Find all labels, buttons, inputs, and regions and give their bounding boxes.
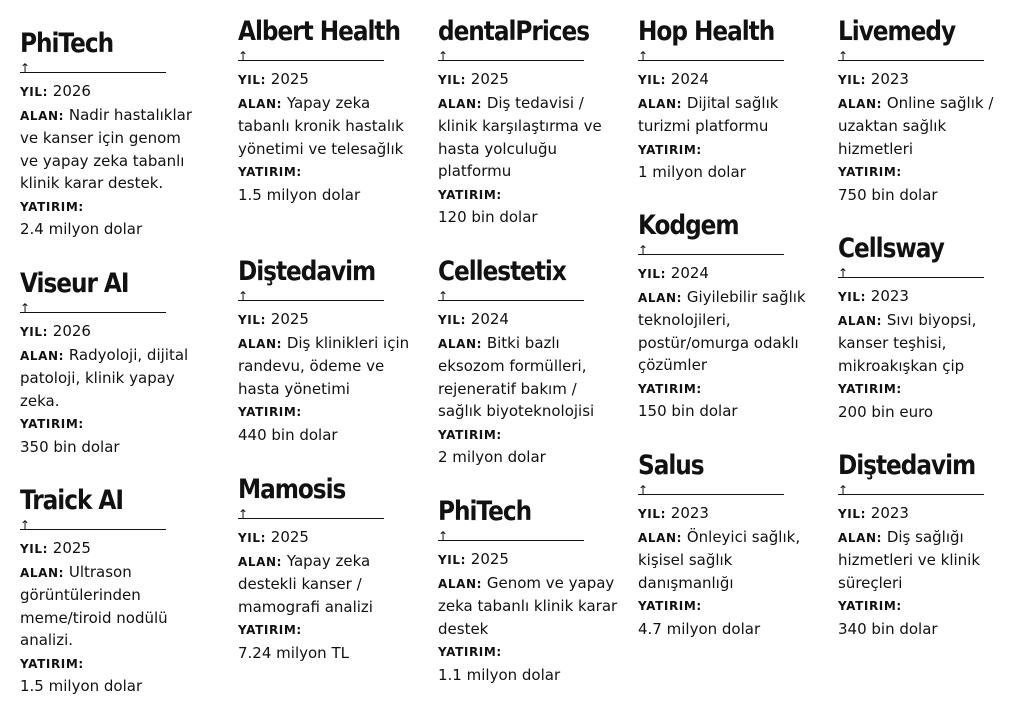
arrow-up-icon: ↑ (838, 49, 849, 63)
field-value: Yapay zeka destekli kanser / mamografi analizi (238, 551, 373, 616)
company-card-livemedy (838, 16, 1018, 206)
investment-value: 1.1 milyon dolar (438, 665, 561, 684)
field-label: ALAN: (638, 96, 683, 111)
company-name: Cellestetix (438, 256, 566, 287)
year-label: YIL: (20, 325, 48, 339)
investment-value: 2.4 milyon dolar (20, 220, 143, 238)
company-card-distedavim-2023 (838, 450, 1018, 640)
field-value: Diş klinikleri için randevu, ödeme ve hasta yönetimi (238, 333, 410, 398)
year-value: 2025 (270, 528, 309, 546)
company-card-phitech-2026 (20, 28, 200, 241)
field-value: Dijital sağlık turizmi platformu (638, 93, 779, 135)
investment-value: 200 bin euro (838, 402, 934, 421)
company-card-kodgem (638, 210, 818, 423)
company-card-traick-ai (20, 485, 200, 698)
year-label: YIL: (438, 553, 466, 567)
year-value: 2023 (870, 70, 909, 88)
divider (838, 267, 984, 279)
company-name: PhiTech (438, 496, 532, 527)
field-label: ALAN: (638, 530, 683, 545)
arrow-up-icon: ↑ (638, 483, 649, 497)
investment-label: YATIRIM: (238, 405, 302, 419)
divider (438, 530, 584, 542)
divider (238, 290, 384, 302)
year-value: 2023 (870, 287, 909, 305)
company-name: Viseur AI (20, 268, 129, 299)
investment-label: YATIRIM: (20, 656, 84, 671)
investment-label: YATIRIM: (838, 599, 902, 613)
investment-value: 750 bin dolar (838, 185, 938, 204)
company-name: Hop Health (638, 16, 775, 47)
field-value: Nadir hastalıklar ve kanser için genom ve yapay zeka tabanlı klinik karar destek. (20, 105, 193, 192)
arrow-up-icon: ↑ (638, 243, 649, 257)
company-card-distedavim-2025 (238, 256, 418, 446)
arrow-up-icon: ↑ (20, 518, 31, 532)
divider (20, 62, 166, 74)
field-label: ALAN: (438, 336, 483, 351)
year-value: 2025 (270, 70, 309, 88)
year-label: YIL: (638, 73, 666, 87)
year-label: YIL: (238, 73, 266, 87)
investment-label: YATIRIM: (20, 199, 84, 214)
arrow-up-icon: ↑ (438, 49, 449, 63)
field-value: Bitki bazlı eksozom formülleri, rejeneratif bakım / sağlık biyoteknolojisi (438, 333, 595, 420)
year-value: 2023 (870, 504, 909, 522)
divider (638, 244, 784, 256)
field-value: Genom ve yapay zeka tabanlı klinik karar destek (438, 573, 618, 638)
divider (238, 508, 384, 520)
year-label: YIL: (20, 542, 48, 556)
field-value: Radyoloji, dijital patoloji, klinik yapay zeka. (20, 345, 189, 410)
investment-value: 1 milyon dolar (638, 163, 746, 181)
field-label: ALAN: (838, 530, 883, 545)
investment-label: YATIRIM: (438, 187, 502, 202)
company-name: Diştedavim (838, 450, 976, 481)
year-value: 2023 (670, 504, 709, 522)
year-label: YIL: (838, 507, 866, 521)
year-value: 2026 (52, 82, 91, 100)
divider (20, 302, 166, 314)
investment-label: YATIRIM: (638, 599, 702, 613)
year-label: YIL: (20, 85, 48, 99)
investment-value: 150 bin dolar (638, 402, 738, 420)
year-label: YIL: (438, 73, 466, 87)
field-label: ALAN: (638, 290, 683, 305)
investment-label: YATIRIM: (638, 142, 702, 157)
company-card-cellestetix (438, 256, 618, 469)
year-label: YIL: (238, 531, 266, 545)
company-card-salus (638, 450, 818, 640)
investment-label: YATIRIM: (20, 417, 84, 431)
arrow-up-icon: ↑ (838, 266, 849, 280)
field-label: ALAN: (438, 576, 483, 591)
company-name: Livemedy (838, 16, 956, 47)
arrow-up-icon: ↑ (438, 529, 449, 543)
investment-value: 4.7 milyon dolar (638, 619, 761, 638)
field-value: Ultrason görüntülerinden meme/tiroid nodülü analizi. (20, 562, 168, 649)
year-label: YIL: (238, 313, 266, 327)
investment-label: YATIRIM: (238, 623, 302, 637)
company-card-cellsway (838, 233, 1018, 423)
company-name: Diştedavim (238, 256, 376, 287)
year-label: YIL: (638, 507, 666, 521)
field-value: Yapay zeka tabanlı kronik hastalık yönetimi ve telesağlık (238, 93, 404, 158)
year-value: 2025 (52, 539, 91, 557)
year-label: YIL: (438, 313, 466, 327)
divider (838, 484, 984, 496)
divider (20, 519, 166, 531)
field-label: ALAN: (238, 336, 283, 351)
investment-label: YATIRIM: (238, 165, 302, 179)
investment-value: 120 bin dolar (438, 208, 538, 226)
divider (638, 50, 784, 62)
arrow-up-icon: ↑ (20, 301, 31, 315)
field-label: ALAN: (838, 96, 883, 111)
company-name: Salus (638, 450, 704, 481)
company-name: Mamosis (238, 474, 346, 505)
investment-label: YATIRIM: (838, 165, 902, 179)
field-label: ALAN: (20, 108, 65, 123)
year-value: 2025 (470, 70, 509, 88)
investment-label: YATIRIM: (438, 645, 502, 659)
arrow-up-icon: ↑ (438, 289, 449, 303)
divider (838, 50, 984, 62)
investment-label: YATIRIM: (838, 382, 902, 396)
company-name: PhiTech (20, 28, 114, 59)
arrow-up-icon: ↑ (238, 49, 249, 63)
year-value: 2024 (470, 310, 509, 328)
field-value: Online sağlık / uzaktan sağlık hizmetleri (838, 93, 994, 158)
company-card-dentalprices (438, 16, 618, 229)
arrow-up-icon: ↑ (20, 61, 31, 75)
field-label: ALAN: (438, 96, 483, 111)
investment-value: 350 bin dolar (20, 437, 120, 456)
divider (438, 290, 584, 302)
investment-value: 1.5 milyon dolar (238, 185, 361, 204)
investment-value: 2 milyon dolar (438, 448, 546, 466)
company-name: Traick AI (20, 485, 123, 516)
field-label: ALAN: (238, 554, 283, 569)
field-value: Diş tedavisi / klinik karşılaştırma ve hasta yolculuğu platformu (438, 93, 602, 180)
investment-label: YATIRIM: (638, 381, 702, 396)
year-value: 2025 (270, 310, 309, 328)
company-name: Kodgem (638, 210, 739, 241)
year-label: YIL: (838, 290, 866, 304)
investment-value: 440 bin dolar (238, 425, 338, 444)
year-label: YIL: (838, 73, 866, 87)
divider (438, 50, 584, 62)
company-name: Cellsway (838, 233, 944, 264)
year-value: 2024 (670, 70, 709, 88)
company-card-albert-health (238, 16, 418, 206)
year-value: 2025 (470, 550, 509, 568)
field-value: Diş sağlığı hizmetleri ve klinik süreçleri (838, 527, 981, 592)
year-value: 2026 (52, 322, 91, 340)
field-value: Sıvı biyopsi, kanser teşhisi, mikroakışkan çip (838, 310, 977, 375)
company-card-hop-health (638, 16, 818, 184)
investment-value: 340 bin dolar (838, 619, 938, 638)
field-label: ALAN: (20, 565, 65, 580)
year-value: 2024 (670, 264, 709, 282)
field-label: ALAN: (838, 313, 883, 328)
arrow-up-icon: ↑ (238, 289, 249, 303)
investment-label: YATIRIM: (438, 427, 502, 442)
arrow-up-icon: ↑ (638, 49, 649, 63)
investment-value: 7.24 milyon TL (238, 643, 349, 662)
field-label: ALAN: (238, 96, 283, 111)
company-card-phitech-2025 (438, 496, 618, 686)
arrow-up-icon: ↑ (238, 507, 249, 521)
field-value: Giyilebilir sağlık teknolojileri, postür/omurga odaklı çözümler (638, 287, 806, 374)
year-label: YIL: (638, 267, 666, 281)
company-name: dentalPrices (438, 16, 590, 47)
arrow-up-icon: ↑ (838, 483, 849, 497)
divider (638, 484, 784, 496)
divider (238, 50, 384, 62)
company-card-viseur-ai (20, 268, 200, 458)
company-name: Albert Health (238, 16, 400, 47)
company-card-mamosis (238, 474, 418, 664)
field-label: ALAN: (20, 348, 65, 363)
investment-value: 1.5 milyon dolar (20, 677, 143, 695)
field-value: Önleyici sağlık, kişisel sağlık danışmanlığı (638, 527, 801, 592)
